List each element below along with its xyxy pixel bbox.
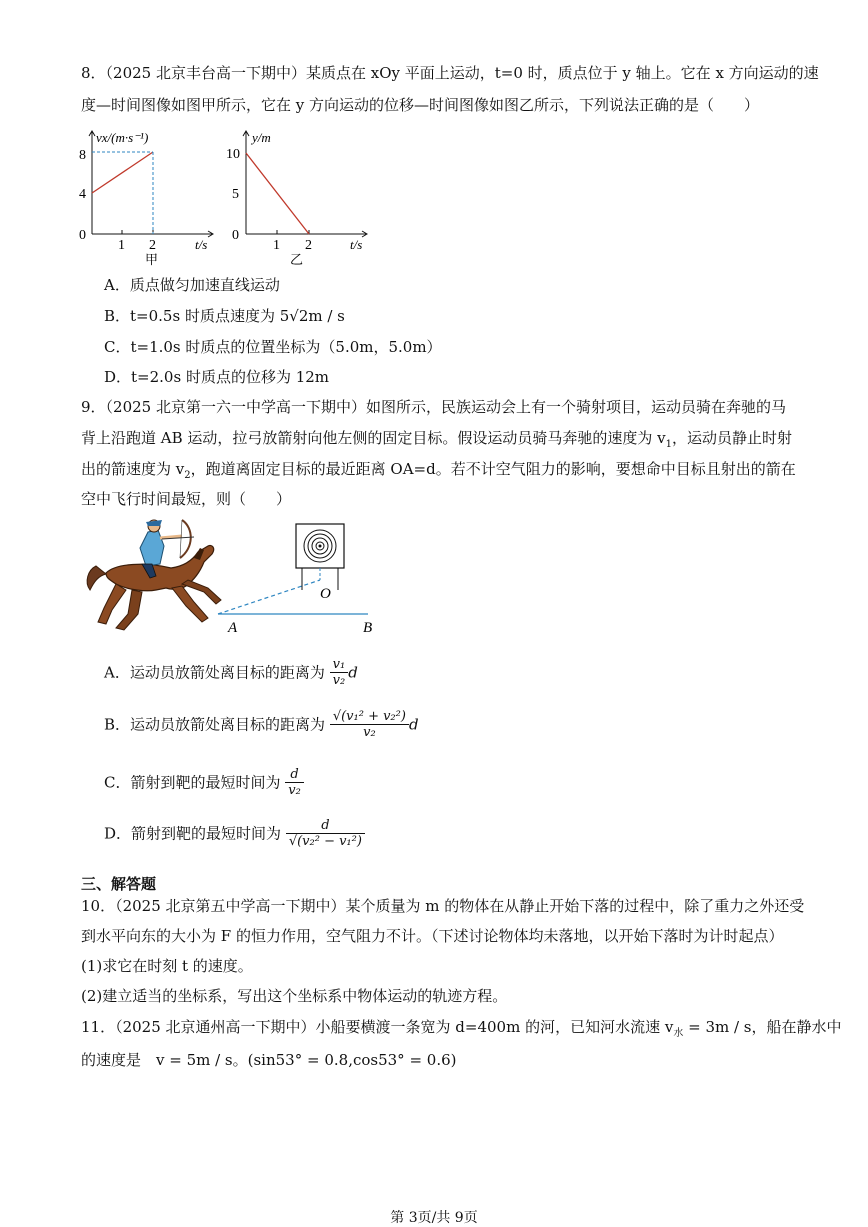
q11-stem-line1 — [81, 1017, 842, 1044]
q9-option-c-fraction — [285, 767, 304, 798]
page-footer: 第 3页/共 9页 — [390, 1210, 478, 1226]
q9-stem-line3: 出的箭速度为 $v_2$，跑道离固定目标的最近距离 OA=d。若不计空气阻力的影响，要想命中目标且射出的箭在 — [81, 460, 796, 481]
q8-stem-line1: 8．（2025 北京丰台高一下期中）某质点在 xOy 平面上运动，t=0 时，质点位于 y 轴上。它在 x 方向运动的速 — [81, 64, 819, 82]
q9-option-d-text: D．箭射到靶的最短时间为 — [104, 824, 282, 843]
chart2-xtick-1: 1 — [273, 238, 280, 253]
chart2-ytick-10: 10 — [226, 147, 240, 162]
point-o-label: O — [320, 586, 331, 602]
chart2-xlabel: t/s — [350, 237, 363, 252]
q9-stem-line1: 9．（2025 北京第一六一中学高一下期中）如图所示，民族运动会上有一个骑射项目，运动员骑在奔驰的马 — [81, 398, 786, 416]
q9-line2-part2: ，运动员静止时射 — [672, 429, 793, 447]
q9-option-a-num: v₁ — [330, 657, 349, 673]
point-a-label: A — [228, 620, 238, 636]
point-b-label: B — [363, 620, 373, 636]
q8-option-a: A．质点做匀加速直线运动 — [104, 276, 280, 294]
q9-line3-part1: 出的箭速度为 v — [81, 460, 185, 478]
q9-option-b — [104, 709, 419, 740]
q9-stem-line4: 空中飞行时间最短，则（ ） — [81, 490, 292, 508]
q9-option-c-den: v₂ — [288, 783, 301, 798]
q9-option-a-fraction — [330, 657, 349, 688]
q10-stem-line1: 10．（2025 北京第五中学高一下期中）某个质量为 m 的物体在从静止开始下落的过程中，除了重力之外还受 — [81, 897, 805, 915]
q9-option-d-num: d — [286, 818, 365, 834]
horse-archer-figure — [76, 518, 386, 643]
q11-line1-part1: 11．（2025 北京通州高一下期中）小船要横渡一条宽为 d=400m 的河，已知河水流速 v — [81, 1018, 674, 1036]
chart-displacement-time — [222, 122, 372, 272]
q9-option-b-num: √(v₁² + v₂²) — [330, 709, 409, 725]
q9-stem-line2: 背上沿跑道 AB 运动，拉弓放箭射向他左侧的固定目标。假设运动员骑马奔驰的速度为 $v_1$，运动员静止时射 — [81, 429, 793, 450]
q9-option-a-den: v₂ — [332, 673, 346, 688]
q9-option-d — [104, 818, 365, 849]
q8-option-d: D．t=2.0s 时质点的位移为 12m — [104, 368, 330, 386]
q11-line1-part2: = 3m / s，船在静水中 — [683, 1018, 842, 1036]
q9-option-a-tail: d — [348, 663, 358, 682]
chart2-caption: 乙 — [290, 252, 304, 267]
section-heading-answers: 三、解答题 — [81, 875, 157, 893]
chart1-ytick-4: 4 — [79, 187, 86, 202]
line-ao — [218, 580, 320, 614]
chart2-ytick-0: 0 — [232, 228, 239, 243]
chart2-series-line — [246, 153, 309, 234]
q9-line3-part2: ，跑道离固定目标的最近距离 OA=d。若不计空气阻力的影响，要想命中目标且射出的箭在 — [190, 460, 796, 478]
chart1-ylabel: vx/(m·s⁻¹) — [96, 130, 149, 145]
q10-sub1: (1)求它在时刻 t 的速度。 — [81, 957, 253, 975]
q11-line1-sub: 水 — [673, 1028, 684, 1039]
q9-option-c — [104, 767, 304, 798]
q10-stem-line2: 到水平向东的大小为 F 的恒力作用，空气阻力不计。（下述讨论物体均未落地，以开始下落时为计时起点） — [81, 927, 784, 945]
q9-option-b-fraction — [330, 709, 409, 740]
chart1-xtick-1: 1 — [118, 238, 125, 253]
q9-option-c-num: d — [285, 767, 304, 783]
q9-option-a-text: A．运动员放箭处离目标的距离为 — [104, 663, 325, 682]
chart1-series-line — [92, 152, 153, 193]
chart1-ytick-8: 8 — [79, 148, 86, 163]
chart2-xtick-2: 2 — [305, 238, 312, 253]
q9-option-d-fraction — [286, 818, 365, 849]
q9-option-a — [104, 657, 358, 688]
q8-option-b-text: B．t=0.5s 时质点速度为 — [104, 307, 280, 325]
q9-option-b-text: B．运动员放箭处离目标的距离为 — [104, 715, 326, 734]
q9-line2-part1: 背上沿跑道 AB 运动，拉弓放箭射向他左侧的固定目标。假设运动员骑马奔驰的速度为 v — [81, 429, 666, 447]
q8-option-b — [104, 306, 345, 326]
chart1-xtick-2: 2 — [149, 238, 156, 253]
chart2-ytick-5: 5 — [232, 187, 239, 202]
q9-option-b-tail: d — [408, 715, 419, 734]
chart1-caption: 甲 — [145, 252, 159, 267]
chart2-ylabel: y/m — [252, 130, 271, 145]
q9-option-b-den: v₂ — [363, 725, 376, 740]
chart-velocity-time — [70, 122, 220, 272]
q8-option-c: C．t=1.0s 时质点的位置坐标为（5.0m，5.0m） — [104, 338, 442, 356]
q10-sub2: (2)建立适当的坐标系，写出这个坐标系中物体运动的轨迹方程。 — [81, 987, 508, 1005]
q9-option-c-text: C．箭射到靶的最短时间为 — [104, 773, 281, 792]
chart1-xlabel: t/s — [195, 237, 208, 252]
q11-stem-line2: 的速度是 v = 5m / s。(sin53° = 0.8,cos53° = 0.6) — [81, 1051, 457, 1069]
q8-stem-line2: 度—时间图像如图甲所示，它在 y 方向运动的位移—时间图像如图乙所示，下列说法正确的是（ ） — [81, 96, 760, 114]
q9-option-d-den: √(v₂² − v₁²) — [288, 834, 362, 849]
q8-option-b-value: 5√2m / s — [279, 307, 345, 325]
chart1-ytick-0: 0 — [79, 228, 86, 243]
